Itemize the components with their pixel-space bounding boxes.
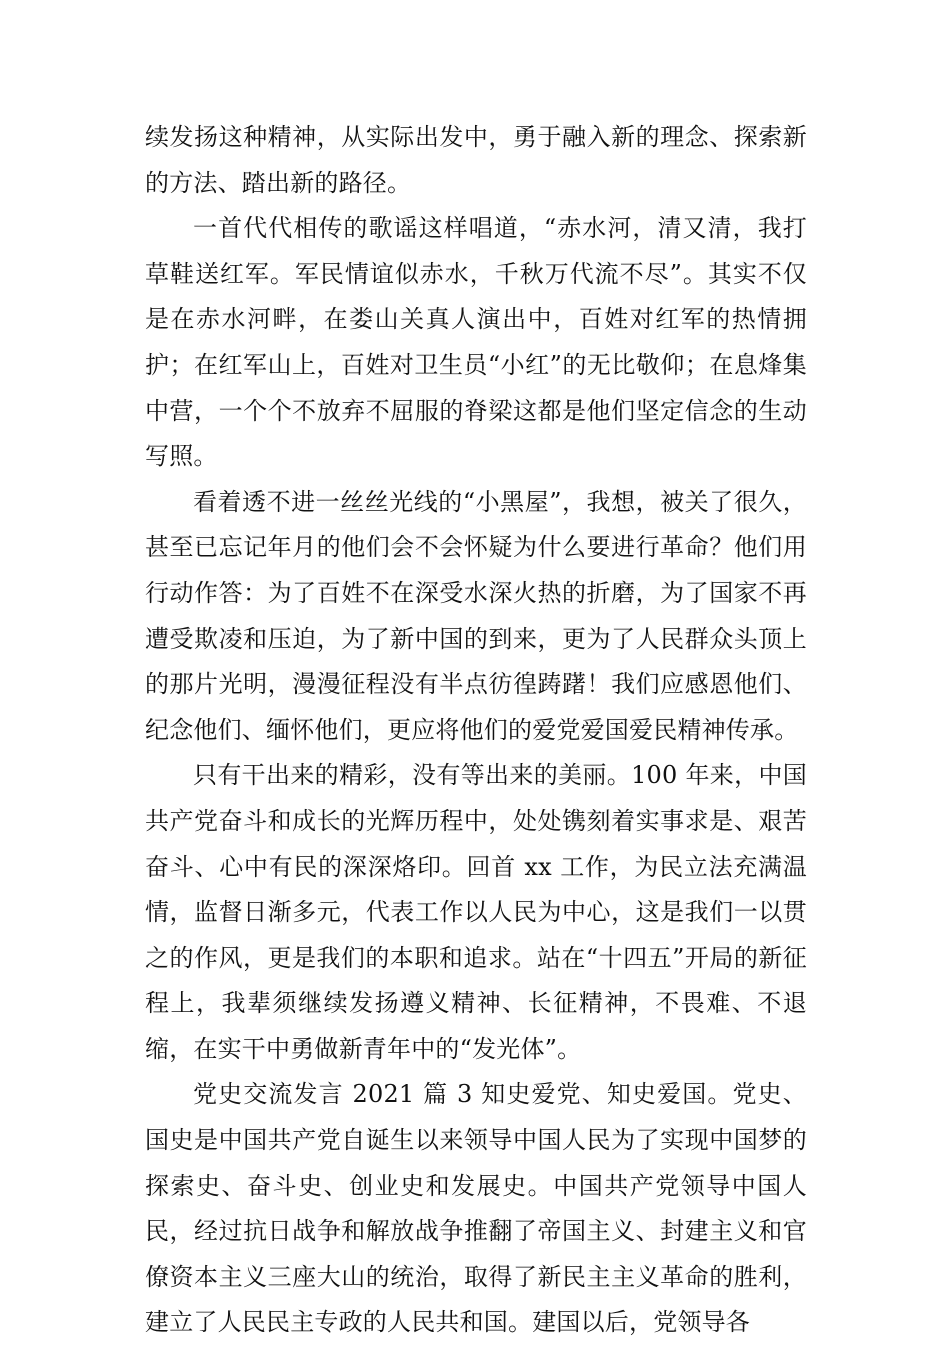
document-body [145, 115, 807, 1346]
paragraph-100-years: 只有干出来的精彩，没有等出来的美丽。100 年来，中国共产党奋斗和成长的光辉历程中，处处镌刻着实事求是、艰苦奋斗、心中有民的深深烙印。回首 xx 工作，为民立法充满温情，监督日渐多元，代表工作以人民为中心，这是我们一以贯之的作风，更是我们的本职和追求。站在“十四五”开局的新征程上，我辈须继续发扬遵义精神、长征精神，不畏难、不退缩，在实干中勇做新青年中的“发光体”。 [145, 761, 807, 1063]
paragraph-chishui-song: 一首代代相传的歌谣这样唱道，“赤水河，清又清，我打草鞋送红军。军民情谊似赤水，千秋万代流不尽”。其实不仅是在赤水河畔，在娄山关真人演出中，百姓对红军的热情拥护；在红军山上，百姓对卫生员“小红”的无比敬仰；在息烽集中营，一个个不放弃不屈服的脊梁这都是他们坚定信念的生动写照。 [145, 214, 807, 471]
paragraph-party-history-speech: 党史交流发言 2021 篇 3 知史爱党、知史爱国。党史、国史是中国共产党自诞生以来领导中国人民为了实现中国梦的探索史、奋斗史、创业史和发展史。中国共产党领导中国人民，经过抗日战争和解放战争推翻了帝国主义、封建主义和官僚资本主义三座大山的统治，取得了新民主主义革命的胜利，建立了人民民主专政的人民共和国。建国以后，党领导各 [145, 1080, 807, 1337]
paragraph-little-black-room: 看着透不进一丝丝光线的“小黑屋”，我想，被关了很久，甚至已忘记年月的他们会不会怀疑为什么要进行革命？他们用行动作答：为了百姓不在深受水深火热的折磨，为了国家不再遭受欺凌和压迫，为了新中国的到来，更为了人民群众头顶上的那片光明，漫漫征程没有半点彷徨踌躇！我们应感恩他们、纪念他们、缅怀他们，更应将他们的爱党爱国爱民精神传承。 [145, 487, 807, 744]
paragraph-continuation: 续发扬这种精神，从实际出发中，勇于融入新的理念、探索新的方法、踏出新的路径。 [145, 123, 807, 197]
